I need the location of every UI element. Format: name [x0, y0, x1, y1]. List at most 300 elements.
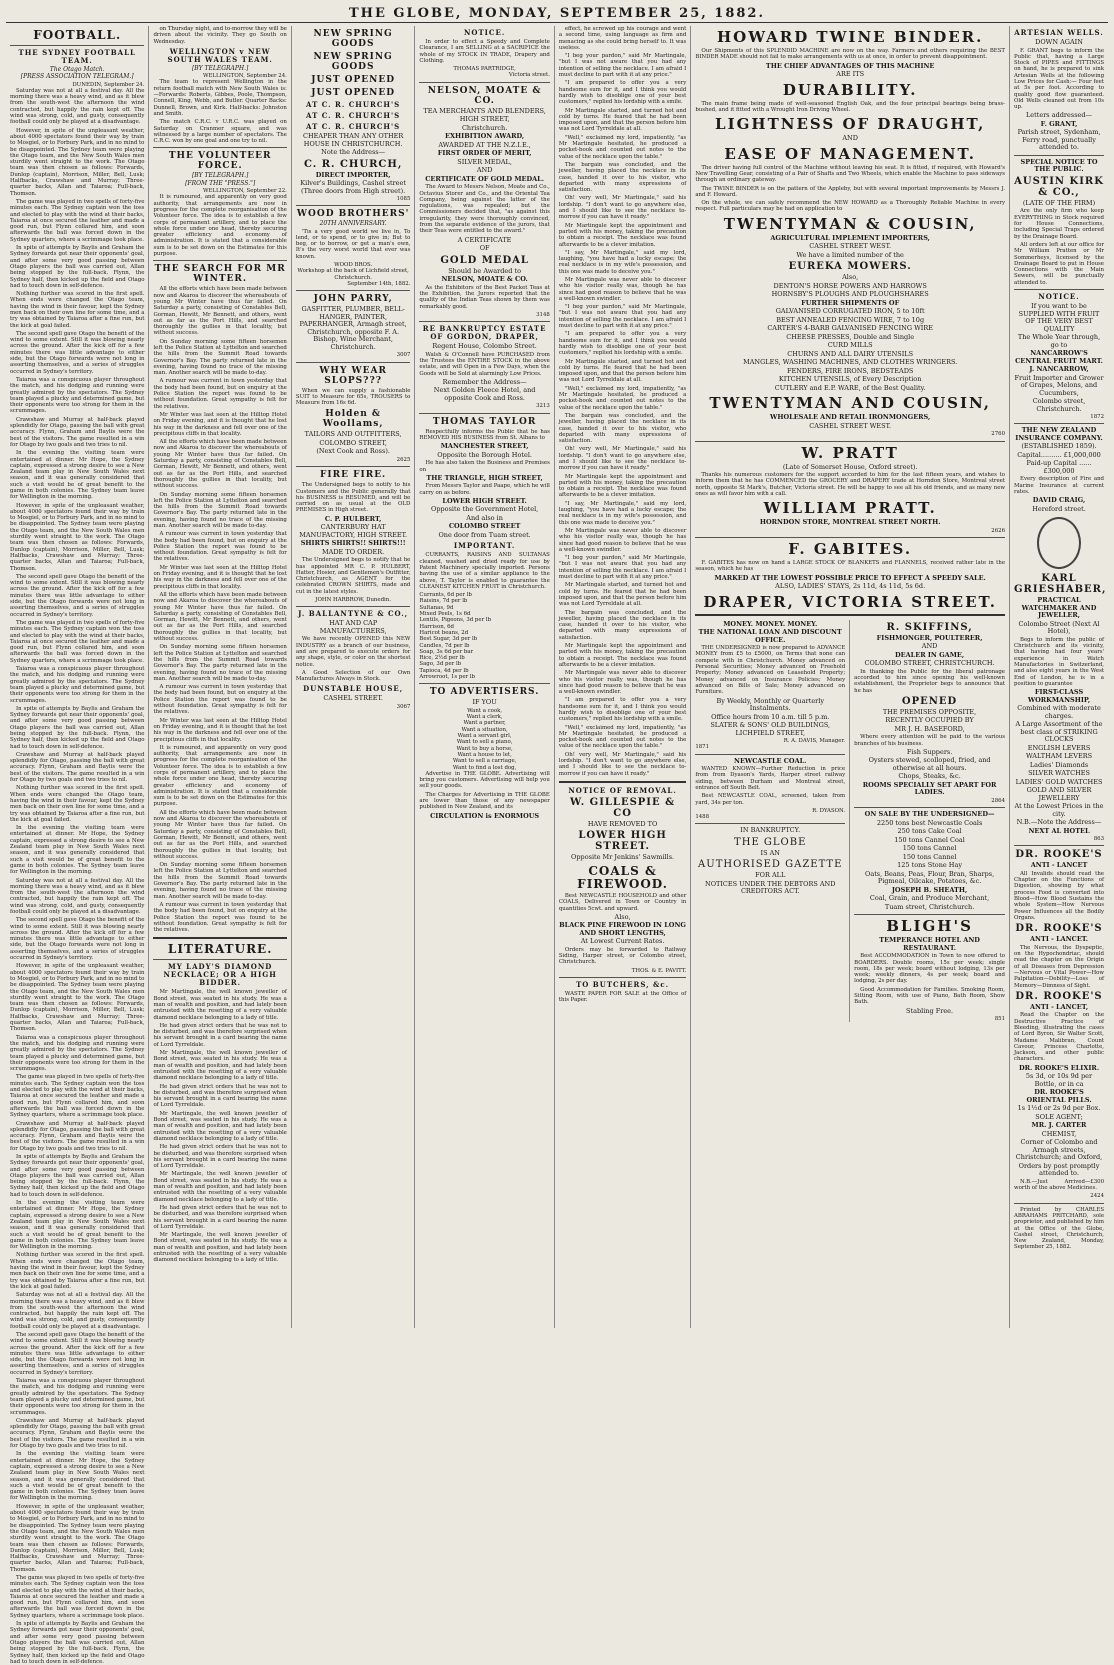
- wood-address: Workshop at the back of Lichfield street, Christchurch.: [297, 268, 409, 281]
- insurance-heading: THE NEW ZEALAND INSURANCE COMPANY.: [1015, 426, 1103, 442]
- shirts-line: SHIRTS SHIRTS!! SHIRTS!!!: [300, 539, 406, 548]
- article-paragraph: Taiaroa was a conspicuous player throughout the match, and his dodging and running were greatly admired by the spectators. The Sydney team played a plucky and determined game, but their opponents were too strong for them in the scrummages.: [10, 1034, 145, 1073]
- article-paragraph: "Well," exclaimed my lord, impatiently, "as Mr Martingale hesitated, he produced a pocket-book and counted out notes to the value of the necklace upon the table.": [558, 724, 687, 750]
- article-paragraph: Nothing further was scored in the first spell. When ends were changed the Otago team, having the wind in their favour, kept the Sydney men back on their own line for some time, and a try was obtained by Taiaroa after a fine run, but the kick at goal failed.: [10, 291, 145, 329]
- black-pine: BLACK PINE FIREWOOD IN LONG AND SHORT LENGTHS,: [559, 921, 686, 937]
- article-paragraph: Mr Martingale, the well known jeweller of Bond street, was seated in his study. He was a man of wealth and position, and had lately been entrusted with the resetting of a very valuable diamond necklace belonging to a lady of title.: [153, 989, 287, 1021]
- otago-match-sub: The Otago Match.: [49, 66, 105, 73]
- ballantyne-heading: J. BALLANTYNE & CO.,: [298, 609, 409, 619]
- article-paragraph: All the efforts which have been made between now and Akaroa to discover the whereabouts of young Mr Winter have thus far failed. On Saturday a party, consisting of Constables Bell, Gorman, Hewitt, Mr Bennett, and others, went out as far as the Port Hills, and searched thoroughly the gullies in that locality, but without success.: [153, 286, 287, 337]
- article-paragraph: Mr Martingale was never able to discover who his visitor really was, though he has since had good reason to believe that he was a well-known swindler.: [558, 276, 687, 302]
- nancarrow-address: Colombo street, Christchurch.: [1032, 397, 1086, 413]
- sale-heading: ON SALE BY THE UNDERSIGNED—: [864, 810, 995, 819]
- article-paragraph: In spite of attempts by Baylis and Graham the Sydney forwards got near their opponents' goal, and after some very good passing between Otago players the ball was carried out, Allan being stopped by the full-back. Flynn, the Sydney half, then kicked up the field and Otago had to touch down in self-defence.: [10, 705, 145, 750]
- karl-item: WALTHAM LEVERS: [1025, 752, 1093, 761]
- karl-item: SILVER WATCHES: [1028, 769, 1090, 778]
- columns: [6, 26, 1108, 1665]
- harbrow-signature: JOHN HARBROW, Dunedin.: [315, 597, 391, 604]
- want-line: Want a house to let,: [457, 751, 512, 758]
- article-paragraph: On Sunday morning some fifteen horsemen left the Police Station at Lyttelton and searched the hills from the Summit Road towards Governor's Bay. The party returned late in the evening, having found no trace of the missing man. Another search will be made to-day.: [153, 338, 287, 377]
- article-paragraph: In the evening the visiting team were entertained at dinner. Mr Hope, the Sydney captain, expressed a strong desire to see a New Zealand team play in New South Wales next season, and it was generally considered that such a visit would be of great benefit to the game in both colonies. The Sydney team leave for Wellington in the morning.: [10, 450, 145, 501]
- exhibition-award: CERTIFICATE OF GOLD MEDAL.: [425, 174, 544, 183]
- rooke-para: The Nervous, the Dyspeptic, on the Hypochondriac, should read the chapter on the Origin of all Diseases from Depression—Nervous or Vital Power—How Palpitation—Debility—Loss of Memory—Dimness of Sight.: [1014, 944, 1105, 989]
- loan-signature: R. A. DAVIS, Manager.: [783, 738, 846, 745]
- article-paragraph: Mr Martingale, the well known jeweller of Bond street, was seated in his study. He was a man of wealth and position, and had lately been entrusted with the resetting of a very valuable diamond necklace belonging to a lady of title.: [153, 1232, 287, 1264]
- nancarrow-mart: NANCARROW'S CENTRAL FRUIT MART.: [1015, 349, 1103, 365]
- goods-item: CHURNS AND ALL DAIRY UTENSILS: [787, 349, 914, 358]
- carter-name: MR. J. CARTER: [1031, 1121, 1087, 1130]
- price-item: Mixed Peels, 1s 6d: [419, 611, 471, 618]
- howard-para: Our Shipments of this SPLENDID MACHINE are now on the way. Farmers and others requiring the BEST BINDER MADE should not fail to make arrangements with us at once, in order to prevent disappointment.: [695, 48, 1006, 61]
- goods-item: CURD MILLS: [827, 341, 873, 350]
- karl-item: GOLD AND SILVER JEWELLERY: [1026, 786, 1092, 802]
- karl-note: N.B.—Note the Address—: [1016, 818, 1102, 827]
- notice-signature: THOMAS PARTRIDGE,: [453, 66, 516, 73]
- price-item: Harrison, 6d: [419, 623, 454, 630]
- wood-signature: WOOD BROS.: [334, 262, 373, 269]
- article-paragraph: "I beg your pardon," said Mr Martingale, "but I was not aware that you had any intention of selling the necklace. I am afraid I must decline to part with it at any price.": [558, 53, 687, 79]
- bankruptcy-line: IN BANKRUPTCY.: [740, 826, 801, 835]
- slops-heading: WHY WEAR SLOPS???: [319, 365, 387, 386]
- article-paragraph: On Sunday morning some fifteen horsemen left the Police Station at Lyttelton and searched the hills from the Summit Road towards Governor's Bay. The party returned late in the evening, having found no trace of the missing man. Another search will be made to-day.: [153, 491, 287, 529]
- fenders-line: FENDERS, FIRE IRONS, BEDSTEADS: [786, 366, 914, 375]
- certificate-names: NELSON, MOATE & CO.: [441, 275, 528, 284]
- article-paragraph: Saturday was not at all a festival day. All the morning there was a heavy wind, and as it blew from the south-west the afternoon the wind contracted, but happily the rain kept off. The wind was strong, cold, and gusty, consequently football could only be played at a disadvantage.: [10, 877, 145, 915]
- page-header: THE GLOBE, MONDAY, SEPTEMBER 25, 1882.: [6, 6, 1108, 23]
- article-paragraph: A rumour was current in town yesterday that the body had been found, but on enquiry at the Police Station the report was found to be without foundation. Great sympathy is felt for the relatives.: [153, 684, 287, 716]
- exhibition-award: SILVER MEDAL,: [457, 157, 512, 166]
- spring-goods-line: AT C. R. CHURCH'S: [306, 100, 401, 109]
- note-address: Note the Address—: [321, 148, 386, 156]
- article-paragraph: The second spell gave Otago the benefit of the wind to some extent. Still it was blowing nearly across the ground. After the kick off for a few minutes there was little advantage to either side, but the Otago forwards were not long in asserting themselves, and a series of struggles occurred in Sydney's territory.: [10, 1332, 145, 1376]
- article-paragraph: "I beg your pardon," said Mr Martingale, "but I was not aware that you had any intention of selling the necklace. I am afraid I must decline to part with it at any price.": [558, 555, 687, 581]
- price-item: Raisins, 7d per lb: [419, 598, 468, 605]
- column-5: [555, 26, 691, 1328]
- volunteer-heading: THE VOLUNTEER FORCE.: [168, 151, 272, 172]
- lower-right-ads: [850, 620, 1005, 1023]
- waste-paper: WASTE PAPER FOR SALE at the Office of this Paper.: [558, 991, 687, 1004]
- loan-para: THE UNDERSIGNED is now prepared to ADVANCE MONEY from £5 to £5000, on Terms that none can compete with in Christchurch. Money advanced on Personal Securities; Money advanced on Freehold Property; Money advanced on Leasehold Property; Money advanced on Insurance Policies; Money advanced on Bills of Sale; Money advanced on Furniture.: [695, 645, 846, 696]
- important-heading: IMPORTANT.: [453, 541, 516, 551]
- oriental-line: DR. ROOKE'S ORIENTAL PILLS.: [1026, 1088, 1092, 1104]
- pratt-heading: W. PRATT: [801, 443, 899, 462]
- karl-first: FIRST-CLASS WORKMANSHIP,: [1027, 688, 1091, 704]
- article-paragraph: Mr Martingale started, and turned hot and cold by turns. He feared that he had been imposed upon, and that the person before him was not Lord Tyrreldale at all.: [558, 358, 687, 384]
- moate-sub: TEA MERCHANTS AND BLENDERS,: [423, 106, 546, 115]
- article-paragraph: On Sunday morning some fifteen horsemen left the Police Station at Lyttelton and searched the hills from the Summit Road towards Governor's Bay. The party returned late in the evening, having found no trace of the missing man. Another search will be made to-day.: [153, 862, 287, 900]
- bankrupt-sub: Regent House, Colombo Street.: [432, 342, 537, 351]
- article-paragraph: He had given strict orders that he was not to be disturbed, and was therefore surprised when his servant brought in a card bearing the name of Lord Tyrreldale.: [153, 1204, 287, 1230]
- skiffins-address: COLOMBO STREET, CHRISTCHURCH.: [864, 659, 995, 668]
- exhibition-award: FIRST ORDER OF MERIT,: [437, 149, 532, 158]
- article-paragraph: on Thursday night, and to-morrow they will be driven about the vicinity. They go South on Wednesday.: [153, 26, 287, 45]
- article-paragraph: A rumour was current in town yesterday that the body had been found, but on enquiry at the Police Station the report was found to be without foundation. Great sympathy is felt for the relatives.: [153, 901, 287, 934]
- article-paragraph: It is rumoured, and apparently on very good authority, that arrangements are now in progress for the complete reorganisation of the Volunteer force. The idea is to establish a few corps of permanent artillery, and to place the whole force under one head, thereby securing greater efficiency and economy of administration. It is stated that a considerable sum is to be set down on the Estimates for this purpose.: [153, 194, 287, 258]
- certificate-of: OF: [479, 244, 490, 253]
- article-paragraph: Mr Martingale kept the appointment and parted with his money, taking the precaution to obtain a receipt. The necklace was found afterwards to be a clever imitation.: [558, 643, 687, 668]
- nancarrow-sub: Fruit Importer and Grower of Grapes, Melons, and Cucumbers,: [1014, 373, 1104, 397]
- nancarrow-whole: The Whole Year through, go to: [1017, 333, 1101, 349]
- article-paragraph: The game was played in two spells of forty-five minutes each. The Sydney captain won the toss and elected to play with the wind at their backs, Taiaroa at once secured the leather and made a good run, but Flynn collared him, and soon afterwards the ball was forced down in the Sydney quarters, where a scrimmage took place.: [10, 1074, 145, 1119]
- bligh-sub: TEMPERANCE HOTEL AND RESTAURANT.: [879, 936, 980, 952]
- made-to-order: MADE TO ORDER.: [322, 547, 385, 556]
- karl-sub: PRACTICAL WATCHMAKER AND JEWELLER,: [1021, 596, 1097, 620]
- for-all: FOR ALL: [755, 871, 786, 880]
- certificate-para: As the Exhibitors of the Best Packet Teas at the Exhibition, the Jurors reported that the quality of the Indian Teas shown by them was remarkably good.: [419, 284, 550, 310]
- durability-heading: DURABILITY.: [782, 80, 918, 99]
- coals-also: Also,: [614, 912, 631, 921]
- globe-line: THE GLOBE: [734, 836, 807, 848]
- price-item: Candles, 7d per lb: [419, 642, 470, 649]
- ad-number: 1488: [695, 814, 710, 821]
- wellington-heading: WELLINGTON v NEW SOUTH WALES TEAM.: [167, 46, 273, 64]
- article-paragraph: He had given strict orders that he was not to be disturbed, and was therefore surprised when his servant brought in a card bearing the name of Lord Tyrreldale.: [153, 1144, 287, 1170]
- article-paragraph: "I am prepared to offer you a very handsome sum for it, and I think you would hardly wish to disoblige one of your best customers," replied his lordship with a smile.: [558, 80, 687, 106]
- certificate-awarded: Should be Awarded to: [448, 266, 522, 275]
- fish-suppers: Fish Suppers.: [906, 747, 953, 756]
- article-paragraph: "I am prepared to offer you a very handsome sum for it, and I think you would hardly wish to disoblige one of your best customers," replied his lordship with a smile.: [558, 697, 687, 723]
- ease-heading: EASE OF MANAGEMENT.: [724, 144, 976, 163]
- stabling-line: Stabling Free.: [906, 1006, 954, 1015]
- article-paragraph: In spite of attempts by Baylis and Graham the Sydney forwards got near their opponents' goal, and after some very good passing between Otago players the ball was carried out, Allan being stopped by the full-back. Flynn, the Sydney half, then kicked up the field and Otago had to touch down in self-defence.: [10, 245, 145, 289]
- removal-heading: NOTICE OF REMOVAL.: [568, 785, 677, 795]
- article-paragraph: All the efforts which have been made between now and Akaroa to discover the whereabouts of young Mr Winter have thus far failed. On Saturday a party, consisting of Constables Bell, Gorman, Hewitt, Mr Bennett, and others, went out as far as the Port Hills, and searched thoroughly the gullies in that locality, but without success.: [153, 809, 287, 860]
- column-1: [6, 26, 149, 1665]
- article-paragraph: All the efforts which have been made between now and Akaroa to discover the whereabouts of young Mr Winter have thus far failed. On Saturday a party, consisting of Constables Bell, Gorman, Hewitt, Mr Bennett, and others, went out as far as the Port Hills, and searched thoroughly the gullies in that locality, but without success.: [153, 439, 287, 490]
- also-line: Also,: [842, 273, 859, 282]
- money-line: MONEY. MONEY. MONEY.: [723, 619, 818, 628]
- coals-heading: COALS & FIREWOOD.: [577, 863, 668, 891]
- article-paragraph: In the evening the visiting team were entertained at dinner. Mr Hope, the Sydney captain, expressed a strong desire to see a New Zealand team play in New South Wales next season, and it was generally considered that such a visit would be of great benefit to the game in both colonies. The Sydney team leave for Wellington in the morning.: [10, 825, 145, 876]
- skiffins-dealer: DEALER IN GAME,: [895, 650, 965, 659]
- colombo-street: COLOMBO STREET: [448, 522, 521, 531]
- government-hotel: Opposite the Government Hotel,: [431, 505, 539, 514]
- volunteer-sub2: [FROM THE "PRESS."]: [185, 179, 256, 187]
- durability-para: The main frame being made of well-seasoned English Oak, and the four principal bearings being brass-bushed, and it fitted with a Wrought Iron Driving Wheel.: [695, 100, 1006, 113]
- eureka-mowers: EUREKA MOWERS.: [788, 261, 912, 273]
- exhibition-award: AND: [476, 166, 493, 175]
- insurance-address: Hereford street.: [1032, 504, 1086, 513]
- sale-item: 150 tons Cannel Coal: [894, 835, 965, 844]
- want-line: Want to buy a horse,: [456, 745, 513, 752]
- spring-goods-line: AT C. R. CHURCH'S: [306, 122, 401, 131]
- article-paragraph: However, in spite of the unpleasant weather, about 4000 spectators found their way by train to Mosgiel, or to Forbury Park, and in no mind to be disappointed. The Sydney team were playing the Otago team, and the New South Wales men sturdily went straight to the work. The Otago team was then chosen as follows: Forwards, Dunlop (captain), Morrison, Miller, Bell, Lusk; Halfbacks, Crawshaw and Murray; Three-quarter backs, Allan and Taiaroa; Full-back, Thomson.: [10, 963, 145, 1033]
- article-paragraph: Nothing further was scored in the first spell. When ends were changed the Otago team, having the wind in their favour, kept the Sydney men back on their own line for some time, and a try was obtained by Taiaroa after a fine run, but the kick at goal failed.: [10, 785, 145, 823]
- harbrow-para: The Undersigned begs to notify that he has appointed MR C. P. HULBERT, Hatter, Hosier, and Gentlemen's Outfitter, Christchurch, as AGENT for the celebrated CROWN SHIRTS, made and cut in the latest styles.: [295, 557, 411, 595]
- chops-line: Chops, Steaks, &c.: [898, 772, 961, 781]
- lower-left-ads: [695, 620, 850, 1023]
- article-paragraph: Mr Martingale kept the appointment and parted with his money, taking the precaution to obtain a receipt. The necklace was found afterwards to be a clever imitation.: [558, 222, 687, 248]
- rooms-line: ROOMS SPECIALLY SET APART FOR LADIES.: [862, 780, 997, 797]
- pratt-sub: (Late of Somerset House, Oxford street).: [782, 462, 918, 471]
- carter-sub: CHEMIST,: [1041, 1129, 1077, 1138]
- moate-city: Christchurch.: [461, 123, 508, 132]
- sale-item: 2250 tons best Newcastle Coals: [876, 818, 983, 827]
- rooke-para: All Invalids should read the Chapter on the Functions of Digestion, showing by what process Food is converted into Blood—How Blood Sustains the whole System—How Nervous Power Influences all the Bodily Organs.: [1014, 870, 1105, 921]
- notice-address: Victoria street.: [508, 72, 550, 79]
- dateline: DUNEDIN, September 24.: [72, 81, 145, 88]
- sheath-address: Tuam street, Christchurch.: [884, 902, 975, 911]
- article-paragraph: In the evening the visiting team were entertained at dinner. Mr Hope, the Sydney captain, expressed a strong desire to see a New Zealand team play in New South Wales next season, and it was generally considered that such a visit would be of great benefit to the game in both colonies. The Sydney team leave for Wellington in the morning.: [10, 1451, 145, 1502]
- eureka-pre: We have a limited number of the: [796, 250, 904, 259]
- taylor-heading: THOMAS TAYLOR: [432, 416, 537, 427]
- want-line: Want a partner,: [463, 720, 506, 727]
- sydney-team-heading: THE SYDNEY FOOTBALL TEAM.: [18, 48, 136, 65]
- gold-medal: GOLD MEDAL: [440, 254, 529, 266]
- spring-goods-line: JUST OPENED: [311, 75, 396, 85]
- grant-para: F. GRANT begs to inform the Public that, having a Large Stock of PIPES and FITTINGS on hand, he is prepared to sink Artesian Wells at the following Low Prices for Cash:— Four feet at 5s per foot. According to quality good flow guaranteed. Old Wells cleaned out from 10s up.: [1014, 47, 1105, 111]
- sale-also: Oats, Beans, Peas, Flour, Bran, Sharps, Pigmeal, Oilcake, Potatoes, &c.: [864, 869, 995, 886]
- dunstable-address: CASHEL STREET.: [323, 694, 383, 703]
- twentyman2-address: CASHEL STREET WEST.: [809, 421, 892, 430]
- want-line: Want a situation,: [461, 726, 508, 733]
- column-7: [1010, 26, 1108, 1328]
- article-paragraph: Mr Winter was last seen at the Hilltop Hotel on Friday evening, and it is thought that he lost his way in the darkness and fell over one of the precipitous cliffs in that locality.: [153, 411, 287, 437]
- article-paragraph: Taiaroa was a conspicuous player throughout the match, and his dodging and running were greatly admired by the spectators. The Sydney team played a plucky and determined game, but their opponents were too strong for them in the scrummages.: [10, 666, 145, 704]
- bankrupt-address: Next Golden Fleece Hotel, and opposite Cook and Ross.: [433, 386, 536, 402]
- spring-goods-line: NEW SPRING GOODS: [313, 52, 393, 72]
- opposite-sawmills: Opposite Mr Jenkins' Sawmills.: [571, 853, 675, 862]
- article-paragraph: Crawshaw and Murray at half-back played splendidly for Otago, passing the ball with great accuracy. Flynn, Graham and Baylis were the best of the visitors. The game resulted in a win for Otago by two goals and two tries to nil.: [10, 1417, 145, 1450]
- article-paragraph: The second spell gave Otago the benefit of the wind to some extent. Still it was blowing nearly across the ground. After the kick off for a few minutes there was little advantage to either side, but the Otago forwards were not long in asserting themselves, and a series of struggles occurred in Sydney's territory.: [10, 573, 145, 618]
- article-paragraph: "Well," exclaimed my lord, impatiently, "as Mr Martingale hesitated, he produced a pocket-book and counted out notes to the value of the necklace upon the table.": [558, 385, 687, 411]
- elixir-line: DR. ROOKE'S ELIXIR.: [1018, 1063, 1100, 1072]
- premises-line: THE PREMISES OPPOSITE,: [882, 707, 977, 716]
- article-paragraph: Mr Martingale, the well known jeweller of Bond street, was seated in his study. He was a man of wealth and position, and had lately been entrusted with the resetting of a very valuable diamond necklace belonging to a lady of title.: [153, 1171, 287, 1203]
- ad-number: 3148: [536, 311, 550, 318]
- notice-para: In order to effect a Speedy and Complete Clearance, I am SELLING at a SACRIFICE the whole of my STOCK IN TRADE, Drapery and Clothing.: [419, 39, 550, 64]
- further-shipments: FURTHER SHIPMENTS OF: [801, 298, 900, 307]
- rooke-para: Read the Chapter on the Destructive Practice of Bleeding, illustrating the cases of Lord Byron, Sir Walter Scott, Madame Malibran, Count Cavour, Princess Charlotte, Jackson, and other public characters.: [1014, 1012, 1105, 1063]
- ballantyne-para: We have recently OPENED this NEW INDUSTRY as a branch of our business, and are prepared to execute orders for any shape, style, or color on the shortest notice.: [295, 636, 411, 668]
- article-paragraph: However, in spite of the unpleasant weather, about 4000 spectators found their way by train to Mosgiel, or to Forbury Park, and in no mind to be disappointed. The Sydney team were playing the Otago team, and the New South Wales men sturdily went straight to the work. The Otago team was then chosen as follows: Forwards, Dunlop (captain), Morrison, Miller, Bell, Lusk; Halfbacks, Crawshaw and Murray; Three-quarter backs, Allan and Taiaroa; Full-back, Thomson.: [10, 1503, 145, 1573]
- article-paragraph: He had given strict orders that he was not to be disturbed, and was therefore surprised when his servant brought in a card bearing the name of Lord Tyrreldale.: [153, 1083, 287, 1109]
- coal-signature: R. DYASON.: [812, 807, 846, 814]
- holden-sub: TAILORS AND OUTFITTERS,: [304, 430, 402, 439]
- spring-goods-line: NEW SPRING GOODS: [313, 29, 393, 49]
- karl-next: NEXT AL HOTEL: [1028, 826, 1090, 835]
- marked-line: MARKED AT THE LOWEST POSSIBLE PRICE TO EFFECT A SPEEDY SALE.: [714, 573, 986, 582]
- lightness-heading: LIGHTNESS OF DRAUGHT,: [715, 115, 986, 134]
- article-paragraph: The second spell gave Otago the benefit of the wind to some extent. Still it was blowing nearly across the ground. After the kick off for a few minutes there was little advantage to either side, but the Otago forwards were not long in asserting themselves, and a series of struggles occurred in Sydney's territory.: [10, 917, 145, 962]
- article-paragraph: "I am prepared to offer you a very handsome sum for it, and I think you would hardly wish to disoblige one of your best customers," replied his lordship with a smile.: [558, 331, 687, 357]
- price-item: Soap, 3s 6d per bar: [419, 648, 474, 655]
- price-item: Best Sugar, 3d per lb: [419, 636, 478, 643]
- twentyman-address: CASHEL STREET WEST.: [809, 242, 892, 251]
- article-paragraph: Taiaroa was a conspicuous player throughout the match, and his dodging and running were greatly admired by the spectators. The Sydney team played a plucky and determined game, but their opponents were too strong for them in the scrummages.: [10, 1378, 145, 1416]
- gabites-para: F. GABITES has now on hand a LARGE STOCK OF BLANKETS and FLANNELS, received rather late in the season, which he has: [695, 560, 1006, 573]
- ballantyne-para2: A Good Selection of our Own Manufactures Always in Stock.: [295, 669, 411, 683]
- insurance-paid: Paid-up Capital ...... £300,000: [1026, 459, 1092, 475]
- insurance-para: Every description of Fire and Marine Insurance at current rates.: [1014, 476, 1105, 495]
- church-sub: DIRECT IMPORTER,: [315, 170, 391, 179]
- article-paragraph: Mr Winter was last seen at the Hilltop Hotel on Friday evening, and it is thought that he lost his way in the darkness and fell over one of the precipitous cliffs in that locality.: [153, 564, 287, 590]
- article-paragraph: The game was played in two spells of forty-five minutes each. The Sydney captain won the toss and elected to play with the wind at their backs, Taiaroa at once secured the leather and made a good run, but Flynn collared him, and soon afterwards the ball was forced down in the Sydney quarters, where a scrimmage took place.: [10, 198, 145, 243]
- article-paragraph: However, in spite of the unpleasant weather, about 4000 spectators found their way by train to Mosgiel, or to Forbury Park, and in no mind to be disappointed. The Sydney team were playing the Otago team, and the New South Wales men sturdily went straight to the work. The Otago team was then chosen as follows: Forwards, Dunlop (captain), Morrison, Miller, Bell, Lusk; Halfbacks, Crawshaw and Murray; Three-quarter backs, Allan and Taiaroa; Full-back, Thomson.: [10, 127, 145, 197]
- advertisers-heading: TO ADVERTISERS.: [429, 687, 540, 698]
- cutlery-line: CUTLERY and E.P. WARE, of the Best Quality.: [774, 383, 926, 392]
- william-pratt-sub: HORNDON STORE, MONTREAL STREET NORTH.: [759, 518, 941, 527]
- grant-letters: Letters addressed—: [1025, 111, 1093, 120]
- coals-orders: Orders may be forwarded to Railway Siding, Harper street, or Colombo street, Christchurch.: [558, 946, 687, 966]
- literature-heading: LITERATURE.: [167, 942, 273, 957]
- want-line: Want a clerk,: [466, 714, 503, 721]
- twentyman2-heading: TWENTYMAN AND COUSIN,: [709, 394, 991, 413]
- skiffins-sub: FISHMONGER, POULTERER,: [876, 633, 983, 642]
- column-2: [149, 26, 291, 1328]
- article-paragraph: Mr Martingale was never able to discover who his visitor really was, though he has since had good reason to believe that he was a well-known swindler.: [558, 527, 687, 553]
- dunstable-heading: DUNSTABLE HOUSE,: [303, 684, 404, 694]
- article-paragraph: Mr Martingale kept the appointment and parted with his money, taking the precaution to obtain a receipt. The necklace was found afterwards to be a clever imitation.: [558, 473, 687, 499]
- article-paragraph: Mr Martingale was never able to discover who his visitor really was, though he has since had good reason to believe that he was a well-known swindler.: [558, 670, 687, 696]
- karl-item: LADIES' GOLD WATCHES: [1015, 777, 1103, 786]
- bankrupt-remember: Remember the Address—: [442, 377, 527, 386]
- grant-name: F. GRANT,: [1040, 119, 1078, 128]
- carter-address: Corner of Colombo and Armagh streets, Christchurch; and Oxford,: [1015, 1138, 1103, 1162]
- austin-para2: All orders left at our office for Mr William Pratten or Mr Sommerheys, licensed by the Drainage Board to put in House Connections with the Main Sewers, will be punctually attended to.: [1014, 241, 1105, 286]
- twentyman2-sub: WHOLESALE AND RETAIL IRONMONGERS,: [770, 413, 931, 422]
- gabites-heading: F. GABITES.: [788, 540, 913, 559]
- occupied-line: RECENTLY OCCUPIED BY: [885, 716, 974, 725]
- ad-number: 2625: [396, 456, 411, 463]
- nancarrow-name: J. NANCARROW,: [1029, 365, 1089, 374]
- austin-heading: AUSTIN KIRK & CO.,: [1014, 175, 1104, 198]
- notice-heading: NOTICE.: [1038, 292, 1080, 302]
- article-paragraph: Saturday was not at all a festival day. All the morning there was a heavy wind, and as it blew from the south-west the afternoon the wind contracted, but happily the rain kept off. The wind was strong, cold, and gusty, consequently football could only be played at a disadvantage.: [10, 1292, 145, 1330]
- important-para: CURRANTS, RAISINS AND SULTANAS cleaned, washed and dried ready for use by Patent Machinery specially imported. Persons having the use of a similar appliance to the above, T. Taylor is enabled to guarantee the CLEANEST KITCHEN FRUIT in Christchurch.: [419, 552, 550, 590]
- ad-number: 1871: [695, 744, 710, 751]
- wellington-sub: [BY TELEGRAPH.]: [191, 64, 249, 72]
- article-paragraph: On Sunday morning some fifteen horsemen left the Police Station at Lyttelton and searched the hills from the Summit Road towards Governor's Bay. The party returned late in the evening, having found no trace of the missing man. Another search will be made to-day.: [153, 644, 287, 682]
- article-paragraph: Mr Winter was last seen at the Hilltop Hotel on Friday evening, and it is thought that he lost his way in the darkness and fell over one of the precipitous cliffs in that locality.: [153, 717, 287, 743]
- artesian-heading: ARTESIAN WELLS.: [1014, 28, 1104, 37]
- removed-to: HAVE REMOVED TO: [587, 819, 658, 828]
- ad-number: 2864: [991, 797, 1005, 804]
- parry-heading: JOHN PARRY,: [313, 294, 393, 305]
- moate-para: The Award to Messrs Nelson, Moate and Co., Octavius Storer and Co., and the Oriental Tea Company, being against the latter of the regulations, was repealed; but the Commissioners decided that, "as against this irregularity, they were thoroughly convinced, from the separate evidence of the jurors, that their Teas were entitled to the award.": [419, 184, 550, 235]
- price-item: Rice, 2½d per lb: [419, 655, 465, 662]
- borough-hotel: Opposite the Borough Hotel.: [437, 450, 532, 459]
- wood-poem: 'Tis a very good world we live in, To lend, or to spend, or to give in; But to beg, or to borrow, or get a man's own, It's the very worst world that ever was known.: [295, 228, 411, 260]
- taylor-para: Respectfully informs the Public that he has REMOVED HIS BUSINESS from St. Albans to: [419, 428, 550, 441]
- notices-line: NOTICES UNDER THE DEBTORS AND CREDITORS ACT.: [705, 879, 836, 896]
- article-paragraph: However, in spite of the unpleasant weather, about 4000 spectators found their way by train to Mosgiel, or to Forbury Park, and in no mind to be disappointed. The Sydney team were playing the Otago team, and the New South Wales men sturdily went straight to the work. The Otago team was then chosen as follows: Forwards, Dunlop (captain), Morrison, Miller, Bell, Lusk; Halfbacks, Crawshaw and Murray; Three-quarter backs, Allan and Taiaroa; Full-back, Thomson.: [10, 502, 145, 572]
- article-paragraph: The bargain was concluded, and the jeweller, having placed the necklace in its case, handed it over to his visitor, who departed with many expressions of satisfaction.: [558, 161, 687, 194]
- article-paragraph: "I say, Mr Martingale," said my lord, laughing, "you have had a lucky escape; the real necklace is in my wife's possession, and this one was made to deceive you.": [558, 500, 687, 526]
- and-line: AND: [842, 134, 858, 143]
- article-paragraph: The game was played in two spells of forty-five minutes each. The Sydney captain won the toss and elected to play with the wind at their backs, Taiaroa at once secured the leather and made a good run, but Flynn collared him, and soon afterwards the ball was forced down in the Sydney quarters, where a scrimmage took place.: [10, 1574, 145, 1619]
- loan-address: SLATER & SONS' OLD BUILDINGS, LICHFIELD STREET,: [710, 721, 831, 737]
- are-its: ARE ITS: [836, 70, 865, 79]
- austin-sub: (LATE OF THE FIRM): [1022, 198, 1096, 207]
- article-paragraph: In spite of attempts by Baylis and Graham the Sydney forwards got near their opponents' goal, and after some very good passing between Otago players the ball was carried out, Allan being stopped by the full-back. Flynn, the Sydney half, then kicked up the field and Otago had to touch down in self-defence.: [10, 1621, 145, 1665]
- article-paragraph: Taiaroa was a conspicuous player throughout the match, and his dodging and running were greatly admired by the spectators. The Sydney team played a plucky and determined game, but their opponents were too strong for them in the scrummages.: [10, 376, 145, 415]
- skiffins-and: AND: [921, 642, 938, 651]
- implement-item: DENTON'S HORSE POWERS AND HARROWS: [773, 281, 927, 290]
- hulbert-name: C. P. HULBERT,: [324, 514, 382, 523]
- goods-item: GALVANISED CORRUGATED IRON, 5 to 10ft: [775, 307, 925, 316]
- anti-lancet: ANTI - LANCET: [1030, 861, 1088, 870]
- ladies-stays: ALSO, LADIES' STAYS, 2s 11d, 4s 11d, 5s 6d.: [775, 582, 926, 591]
- price-item: Currants, 6d per lb: [419, 592, 472, 599]
- tuam-street: One door from Tuam street.: [438, 530, 531, 539]
- holden-address2: (Next Cook and Ross).: [316, 447, 390, 456]
- imprint: Printed by CHARLES ABRAHAMS PRITCHARD, sole proprietor, and published by him at the Office of the Globe, Cashel street, Christchurch, New Zealand, Monday, September 25, 1882.: [1014, 1206, 1105, 1251]
- spring-goods-line: JUST OPENED: [311, 88, 396, 98]
- down-again: DOWN AGAIN: [1035, 38, 1083, 46]
- oysters-line: Oysters stewed, scolloped, fried, and otherwise at all hours.: [868, 756, 991, 772]
- article-paragraph: Mr Martingale, the well known jeweller of Bond street, was seated in his study. He was a man of wealth and position, and had lately been entrusted with the resetting of a very valuable diamond necklace belonging to a lady of title.: [153, 1050, 287, 1082]
- taylor-para2: He has also taken the Business and Premises on: [419, 460, 550, 473]
- article-paragraph: A rumour was current in town yesterday that the body had been found, but on enquiry at the Police Station the report was found to be without foundation. Great sympathy is felt for the relatives.: [153, 531, 287, 563]
- ad-number: 1872: [1090, 414, 1105, 421]
- gillespie-name: W. GILLESPIE & CO: [570, 796, 676, 819]
- price-item: Sago, 3d per lb: [419, 661, 462, 668]
- cheapest-line: CHEAPER THAN ANY OTHER HOUSE IN CHRISTCHURCH.: [302, 132, 404, 148]
- article-paragraph: The bargain was concluded, and the jeweller, having placed the necklace in its case, handed it over to his visitor, who departed with many expressions of satisfaction.: [558, 412, 687, 445]
- insurance-established: (ESTABLISHED 1859).: [1021, 442, 1097, 451]
- goods-item: CARTER'S 4-BARB GALVANISED FENCING WIRE: [767, 324, 934, 333]
- karl-para: Begs to inform the public of Christchurch and its vicinity, that having had four years' experience in Watch Manufactories in Switzerland, and also eight years in the West End of London, he is in a position to guarantee: [1014, 636, 1105, 687]
- holden-heading: Holden & Woollams,: [322, 409, 384, 430]
- parry-desc: GASFITTER, PLUMBER, BELL-HANGER, PAINTER, PAPERHANGER, Armagh street, Christchurch, opposite F. A. Bishop, Wine Merchant, Christchurch.: [299, 305, 407, 351]
- ballantyne-sub: HAT AND CAP MANUFACTURERS,: [319, 619, 387, 635]
- article-paragraph: The match C.R.C. v U.R.C. was played on Saturday on Cranmer square, and was witnessed by a large number of spectators. The C.R.C. won by one goal and one try to nil.: [153, 119, 287, 145]
- twentyman-sub: AGRICULTURAL IMPLEMENT IMPORTERS,: [770, 233, 930, 242]
- twentyman-heading: TWENTYMAN & COUSIN,: [723, 214, 977, 233]
- coals-rates: At Lowest Current Rates.: [580, 937, 665, 946]
- article-paragraph: Mr Martingale started, and turned hot and cold by turns. He feared that he had been imposed upon, and that the person before him was not Lord Tyrreldale at all.: [558, 582, 687, 608]
- globe-is: IS AN: [760, 848, 780, 857]
- goods-item: BEST ANNEALED FENCING WIRE, 7 to 10g: [776, 315, 925, 324]
- insurance-agent: DAVID CRAIG,: [1032, 496, 1086, 505]
- karl-combined: Combined with moderate charges.: [1017, 704, 1101, 720]
- elixir-price: 5s 3d, or 10s 9d per Bottle, or in ca: [1025, 1072, 1093, 1088]
- coal-para: WANTED KNOWN—Further Reduction in price from from Dyason's Yards, Harper street railway siding, between Durham and Montreal street, entrance off South Belt.: [695, 766, 846, 791]
- article-paragraph: Oh! very well, Mr Martingale," said his lordship. "I don't want to go anywhere else, and I should like to see the necklace to-morrow if you can have it ready.": [558, 446, 687, 472]
- draper-heading: DRAPER, VICTORIA STREET.: [703, 592, 997, 611]
- bankrupt-heading: RE BANKRUPTCY ESTATE OF GORDON, DRAPER,: [422, 324, 547, 342]
- article-paragraph: Crawshaw and Murray at half-back played splendidly for Otago, passing the ball with great accuracy. Flynn, Graham and Baylis were the best of the visitors. The game resulted in a win for Otago by two goals and two tries to nil.: [10, 1120, 145, 1152]
- lower-high-street: LOWER HIGH STREET.: [578, 830, 667, 853]
- rooke-heading: DR. ROOKE'S: [1015, 923, 1103, 935]
- anti-lancet: ANTI - LANCET.: [1030, 935, 1089, 944]
- ease-para: The driver having full control of the Machine without leaving his seat. It is fitted, if required, with Howard's New Travelling Gear, consisting of a Pair of Shafts and Two Wheels, which enable the Machine to pass sideways through an ordinary gateway.: [695, 164, 1006, 184]
- binder-para: The TWINE BINDER is on the pattern of the Appleby, but with several important improvements by Messrs J. and F. Howard.: [695, 185, 1006, 198]
- goods-item: MANGLES, WASHING MACHINES, AND CLOTHES WRINGERS.: [743, 358, 958, 367]
- article-paragraph: A rumour was current in town yesterday that the body had been found, but on enquiry at the Police Station the report was found to be without foundation. Great sympathy is felt for the relatives.: [153, 378, 287, 410]
- column-4: [415, 26, 554, 1328]
- austin-para: Are the only firm who keep EVERYTHING in Stock required for House Connections, including Special Traps ordered by the Drainage Board.: [1014, 208, 1105, 240]
- nancarrow-offer: If you want to be SUPPLIED WITH FRUIT OF THE VERY BEST QUALITY: [1018, 302, 1100, 333]
- search-heading: THE SEARCH FOR MR WINTER.: [154, 264, 286, 285]
- volunteer-sub: [BY TELEGRAPH.]: [191, 172, 249, 180]
- hulbert-sub: CANTERBURY HAT MANUFACTORY, HIGH STREET.: [299, 523, 408, 539]
- article-paragraph: effect, he screwed up his courage and went a second time, using language as firm and menacing as she could bring herself to. It was useless.: [558, 26, 687, 51]
- and-also: And also in: [466, 513, 503, 522]
- exhibition-award: AWARDED AT THE N.Z.I.E.,: [438, 140, 531, 149]
- loan-hours: Office hours from 10 a.m. till 5 p.m.: [711, 712, 830, 721]
- volunteer-dateline: WELLINGTON, September 22.: [202, 188, 287, 195]
- karl-prices: At the Lowest Prices in the city.: [1014, 802, 1104, 818]
- sole-agent: SOLE AGENT;: [1035, 1112, 1083, 1121]
- taylor-para3: From Messrs Taylor and Paape, which he will carry on as before.: [419, 483, 550, 496]
- opened-line: OPENED: [901, 695, 958, 707]
- advertise-para: Advertise in THE GLOBE. Advertising will bring you customers. Advertising will help you sell your goods.: [419, 770, 550, 790]
- column-3: [292, 26, 416, 1328]
- lower-high-street: LOWER HIGH STREET.: [442, 496, 527, 505]
- certificate-heading: A CERTIFICATE: [457, 235, 512, 244]
